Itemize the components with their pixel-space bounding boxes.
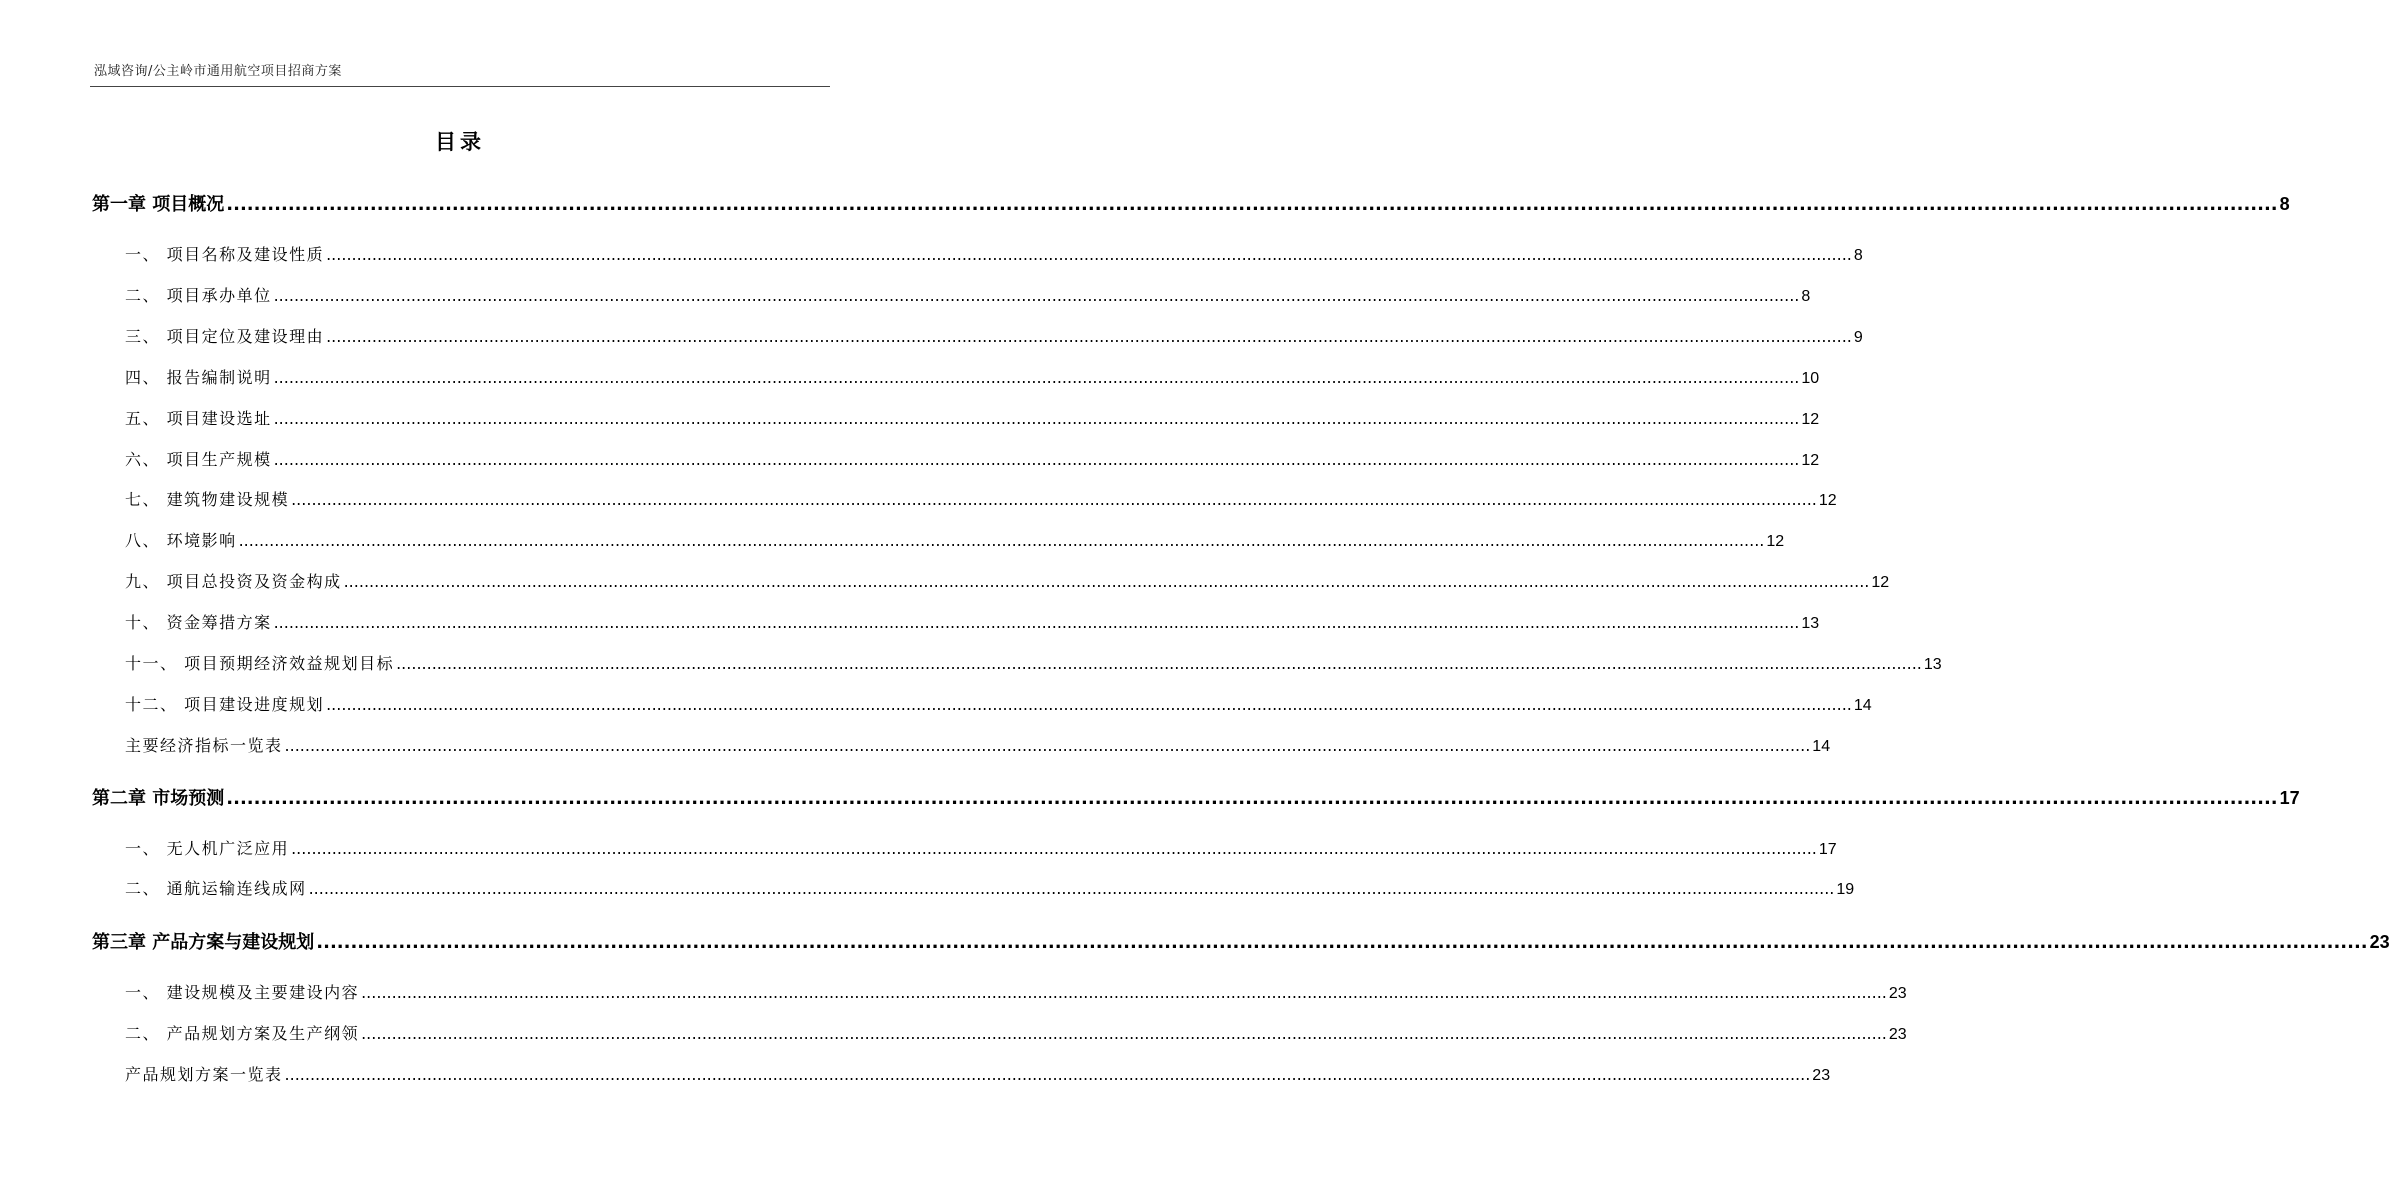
toc-leader: ............................................................................................................................................................................................................................................................................................................ — [326, 327, 1852, 346]
toc-chapter-1[interactable] — [92, 190, 2290, 216]
toc-label: 一、 无人机广泛应用 — [125, 839, 290, 858]
toc-leader: ............................................................................................................................................................................................................................................................................................................ — [308, 879, 1835, 898]
toc-section[interactable] — [125, 733, 1831, 756]
running-header: 泓域咨询/公主岭市通用航空项目招商方案 — [94, 64, 342, 79]
toc-leader: ............................................................................................................................................................................................................................................................................................................ — [396, 654, 1922, 673]
toc-label: 第二章 市场预测 — [92, 788, 225, 809]
toc-page-number: 17 — [2279, 788, 2300, 808]
toc-page-number: 12 — [1801, 452, 1820, 469]
toc-leader: ............................................................................................................................................................................................................................................................................................................ — [273, 368, 1800, 387]
toc-page-number: 8 — [2279, 194, 2290, 214]
toc-leader: ............................................................................................................................................................................................................................................................................................................ — [226, 788, 2278, 809]
toc-section[interactable] — [125, 836, 1837, 859]
toc-section[interactable] — [125, 365, 1820, 388]
toc-label: 第三章 产品方案与建设规划 — [92, 932, 315, 953]
toc-section[interactable] — [125, 283, 1811, 306]
toc-section[interactable] — [125, 242, 1863, 265]
toc-leader: ............................................................................................................................................................................................................................................................................................................ — [361, 983, 1887, 1002]
toc-section[interactable] — [125, 651, 1942, 674]
toc-page-number: 13 — [1923, 656, 1942, 673]
toc-label: 十、 资金筹措方案 — [125, 613, 272, 632]
toc-label: 三、 项目定位及建设理由 — [125, 327, 325, 346]
toc-leader: ............................................................................................................................................................................................................................................................................................................ — [273, 409, 1800, 428]
toc-section[interactable] — [125, 447, 1820, 470]
toc-page-number: 19 — [1836, 881, 1855, 898]
toc-label: 二、 通航运输连线成网 — [125, 879, 307, 898]
toc-label: 五、 项目建设选址 — [125, 409, 272, 428]
toc-page-number: 9 — [1853, 329, 1863, 346]
toc-leader: ............................................................................................................................................................................................................................................................................................................ — [284, 1065, 1811, 1084]
toc-label: 二、 产品规划方案及生产纲领 — [125, 1024, 360, 1043]
toc-label: 八、 环境影响 — [125, 531, 237, 550]
toc-page-number: 23 — [1812, 1067, 1831, 1084]
toc-leader: ............................................................................................................................................................................................................................................................................................................ — [226, 194, 2278, 215]
toc-page-number: 8 — [1801, 288, 1811, 305]
toc-page-number: 17 — [1818, 841, 1837, 858]
header-divider — [90, 86, 830, 87]
toc-label: 九、 项目总投资及资金构成 — [125, 572, 342, 591]
toc-leader: ............................................................................................................................................................................................................................................................................................................ — [291, 839, 1817, 858]
toc-section[interactable] — [125, 1021, 1907, 1044]
toc-leader: ............................................................................................................................................................................................................................................................................................................ — [316, 932, 2368, 953]
toc-leader: ............................................................................................................................................................................................................................................................................................................ — [343, 572, 1870, 591]
toc-page-number: 23 — [1888, 1026, 1907, 1043]
toc-section[interactable] — [125, 610, 1820, 633]
toc-leader: ............................................................................................................................................................................................................................................................................................................ — [273, 613, 1800, 632]
toc-page-number: 12 — [1766, 533, 1785, 550]
toc-section[interactable] — [125, 876, 1855, 899]
toc-page-number: 13 — [1801, 615, 1820, 632]
toc-section[interactable] — [125, 569, 1890, 592]
toc-leader: ............................................................................................................................................................................................................................................................................................................ — [284, 736, 1811, 755]
toc-label: 七、 建筑物建设规模 — [125, 490, 290, 509]
toc-page-number: 14 — [1853, 697, 1872, 714]
toc-section[interactable] — [125, 980, 1907, 1003]
toc-label: 十二、 项目建设进度规划 — [125, 695, 325, 714]
toc-chapter-3[interactable] — [92, 928, 2390, 954]
toc-leader: ............................................................................................................................................................................................................................................................................................................ — [273, 286, 1800, 305]
toc-title: 目录 — [435, 130, 485, 154]
toc-page-number: 23 — [1888, 985, 1907, 1002]
toc-label: 一、 建设规模及主要建设内容 — [125, 983, 360, 1002]
toc-leader: ............................................................................................................................................................................................................................................................................................................ — [361, 1024, 1887, 1043]
toc-section[interactable] — [125, 406, 1820, 429]
toc-leader: ............................................................................................................................................................................................................................................................................................................ — [326, 695, 1852, 714]
toc-label: 二、 项目承办单位 — [125, 286, 272, 305]
toc-label: 主要经济指标一览表 — [125, 736, 283, 755]
toc-label: 一、 项目名称及建设性质 — [125, 245, 325, 264]
toc-page-number: 12 — [1871, 574, 1890, 591]
toc-label: 六、 项目生产规模 — [125, 450, 272, 469]
toc-leader: ............................................................................................................................................................................................................................................................................................................ — [238, 531, 1765, 550]
toc-chapter-2[interactable] — [92, 784, 2300, 810]
toc-label: 十一、 项目预期经济效益规划目标 — [125, 654, 395, 673]
toc-section[interactable] — [125, 1062, 1831, 1085]
toc-page-number: 14 — [1812, 738, 1831, 755]
toc-label: 产品规划方案一览表 — [125, 1065, 283, 1084]
toc-section[interactable] — [125, 324, 1863, 347]
toc-section[interactable] — [125, 487, 1837, 510]
toc-page-number: 10 — [1801, 370, 1820, 387]
toc-page-number: 8 — [1853, 247, 1863, 264]
toc-page-number: 12 — [1818, 492, 1837, 509]
toc-leader: ............................................................................................................................................................................................................................................................................................................ — [273, 450, 1800, 469]
toc-page-number: 23 — [2369, 932, 2390, 952]
toc-page-number: 12 — [1801, 411, 1820, 428]
toc-label: 四、 报告编制说明 — [125, 368, 272, 387]
toc-label: 第一章 项目概况 — [92, 194, 225, 215]
toc-section[interactable] — [125, 692, 1872, 715]
toc-section[interactable] — [125, 528, 1785, 551]
toc-leader: ............................................................................................................................................................................................................................................................................................................ — [291, 490, 1817, 509]
toc-leader: ............................................................................................................................................................................................................................................................................................................ — [326, 245, 1852, 264]
